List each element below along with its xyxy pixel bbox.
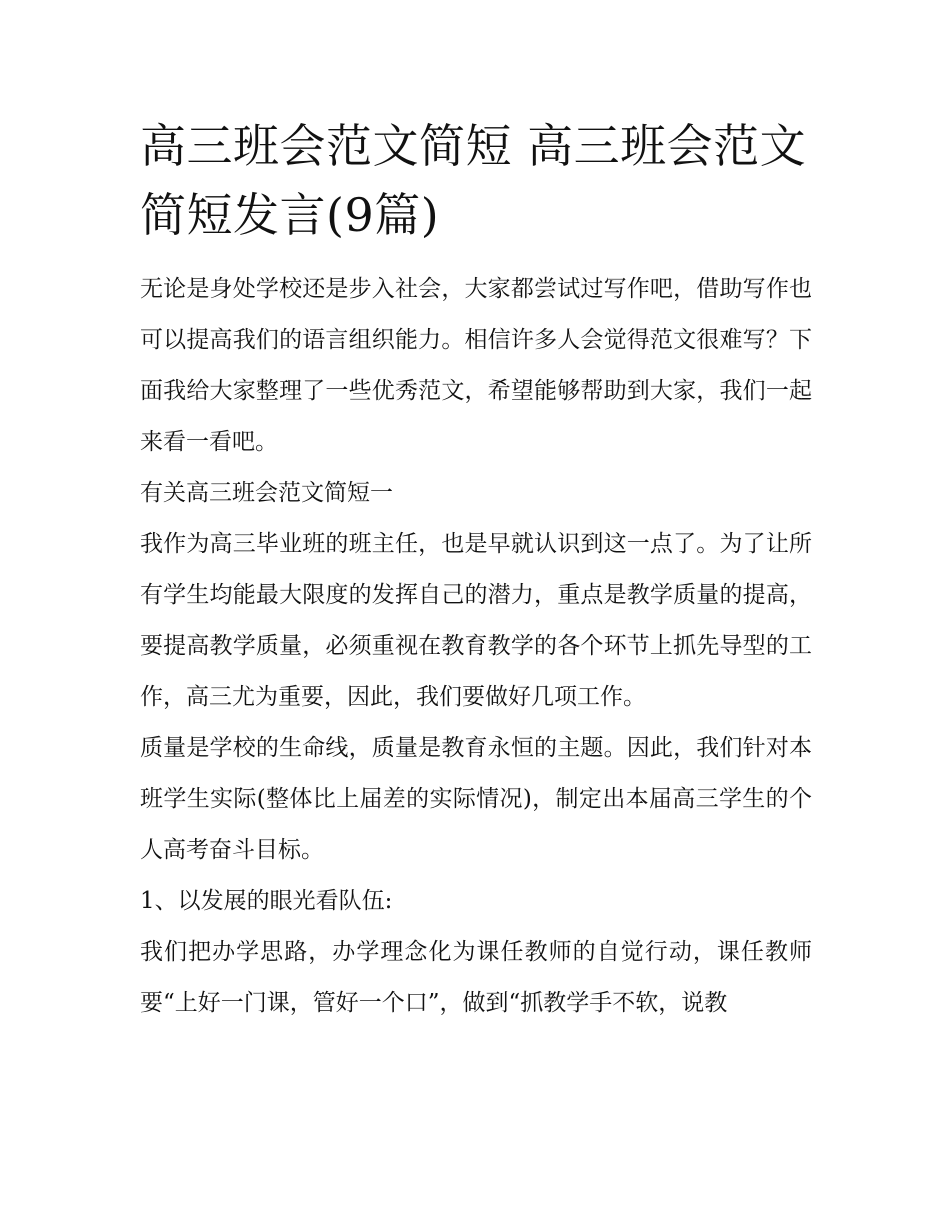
body-paragraph: 我们把办学思路，办学理念化为课任教师的自觉行动，课任教师要“上好一门课，管好一个口”，做到“抓教学手不软，说教 bbox=[140, 939, 812, 1016]
section-heading: 有关高三班会范文简短一 bbox=[140, 480, 393, 506]
intro-paragraph: 无论是身处学校还是步入社会，大家都尝试过写作吧，借助写作也可以提高我们的语言组织能力。相信许多人会觉得范文很难写？下面我给大家整理了一些优秀范文，希望能够帮助到大家，我们一起来看一看吧。 bbox=[140, 276, 812, 455]
body-paragraph: 质量是学校的生命线，质量是教育永恒的主题。因此，我们针对本班学生实际(整体比上届差的实际情况)，制定出本届高三学生的个人高考奋斗目标。 bbox=[140, 735, 812, 863]
body-paragraph: 我作为高三毕业班的班主任，也是早就认识到这一点了。为了让所有学生均能最大限度的发挥自己的潜力，重点是教学质量的提高，要提高教学质量，必须重视在教育教学的各个环节上抓先导型的工作，高三尤为重要，因此，我们要做好几项工作。 bbox=[140, 531, 812, 710]
document-page bbox=[140, 112, 812, 1029]
document-title: 高三班会范文简短 高三班会范文简短发言(9篇) bbox=[140, 119, 807, 242]
numbered-heading: 1、以发展的眼光看队伍: bbox=[140, 888, 393, 914]
